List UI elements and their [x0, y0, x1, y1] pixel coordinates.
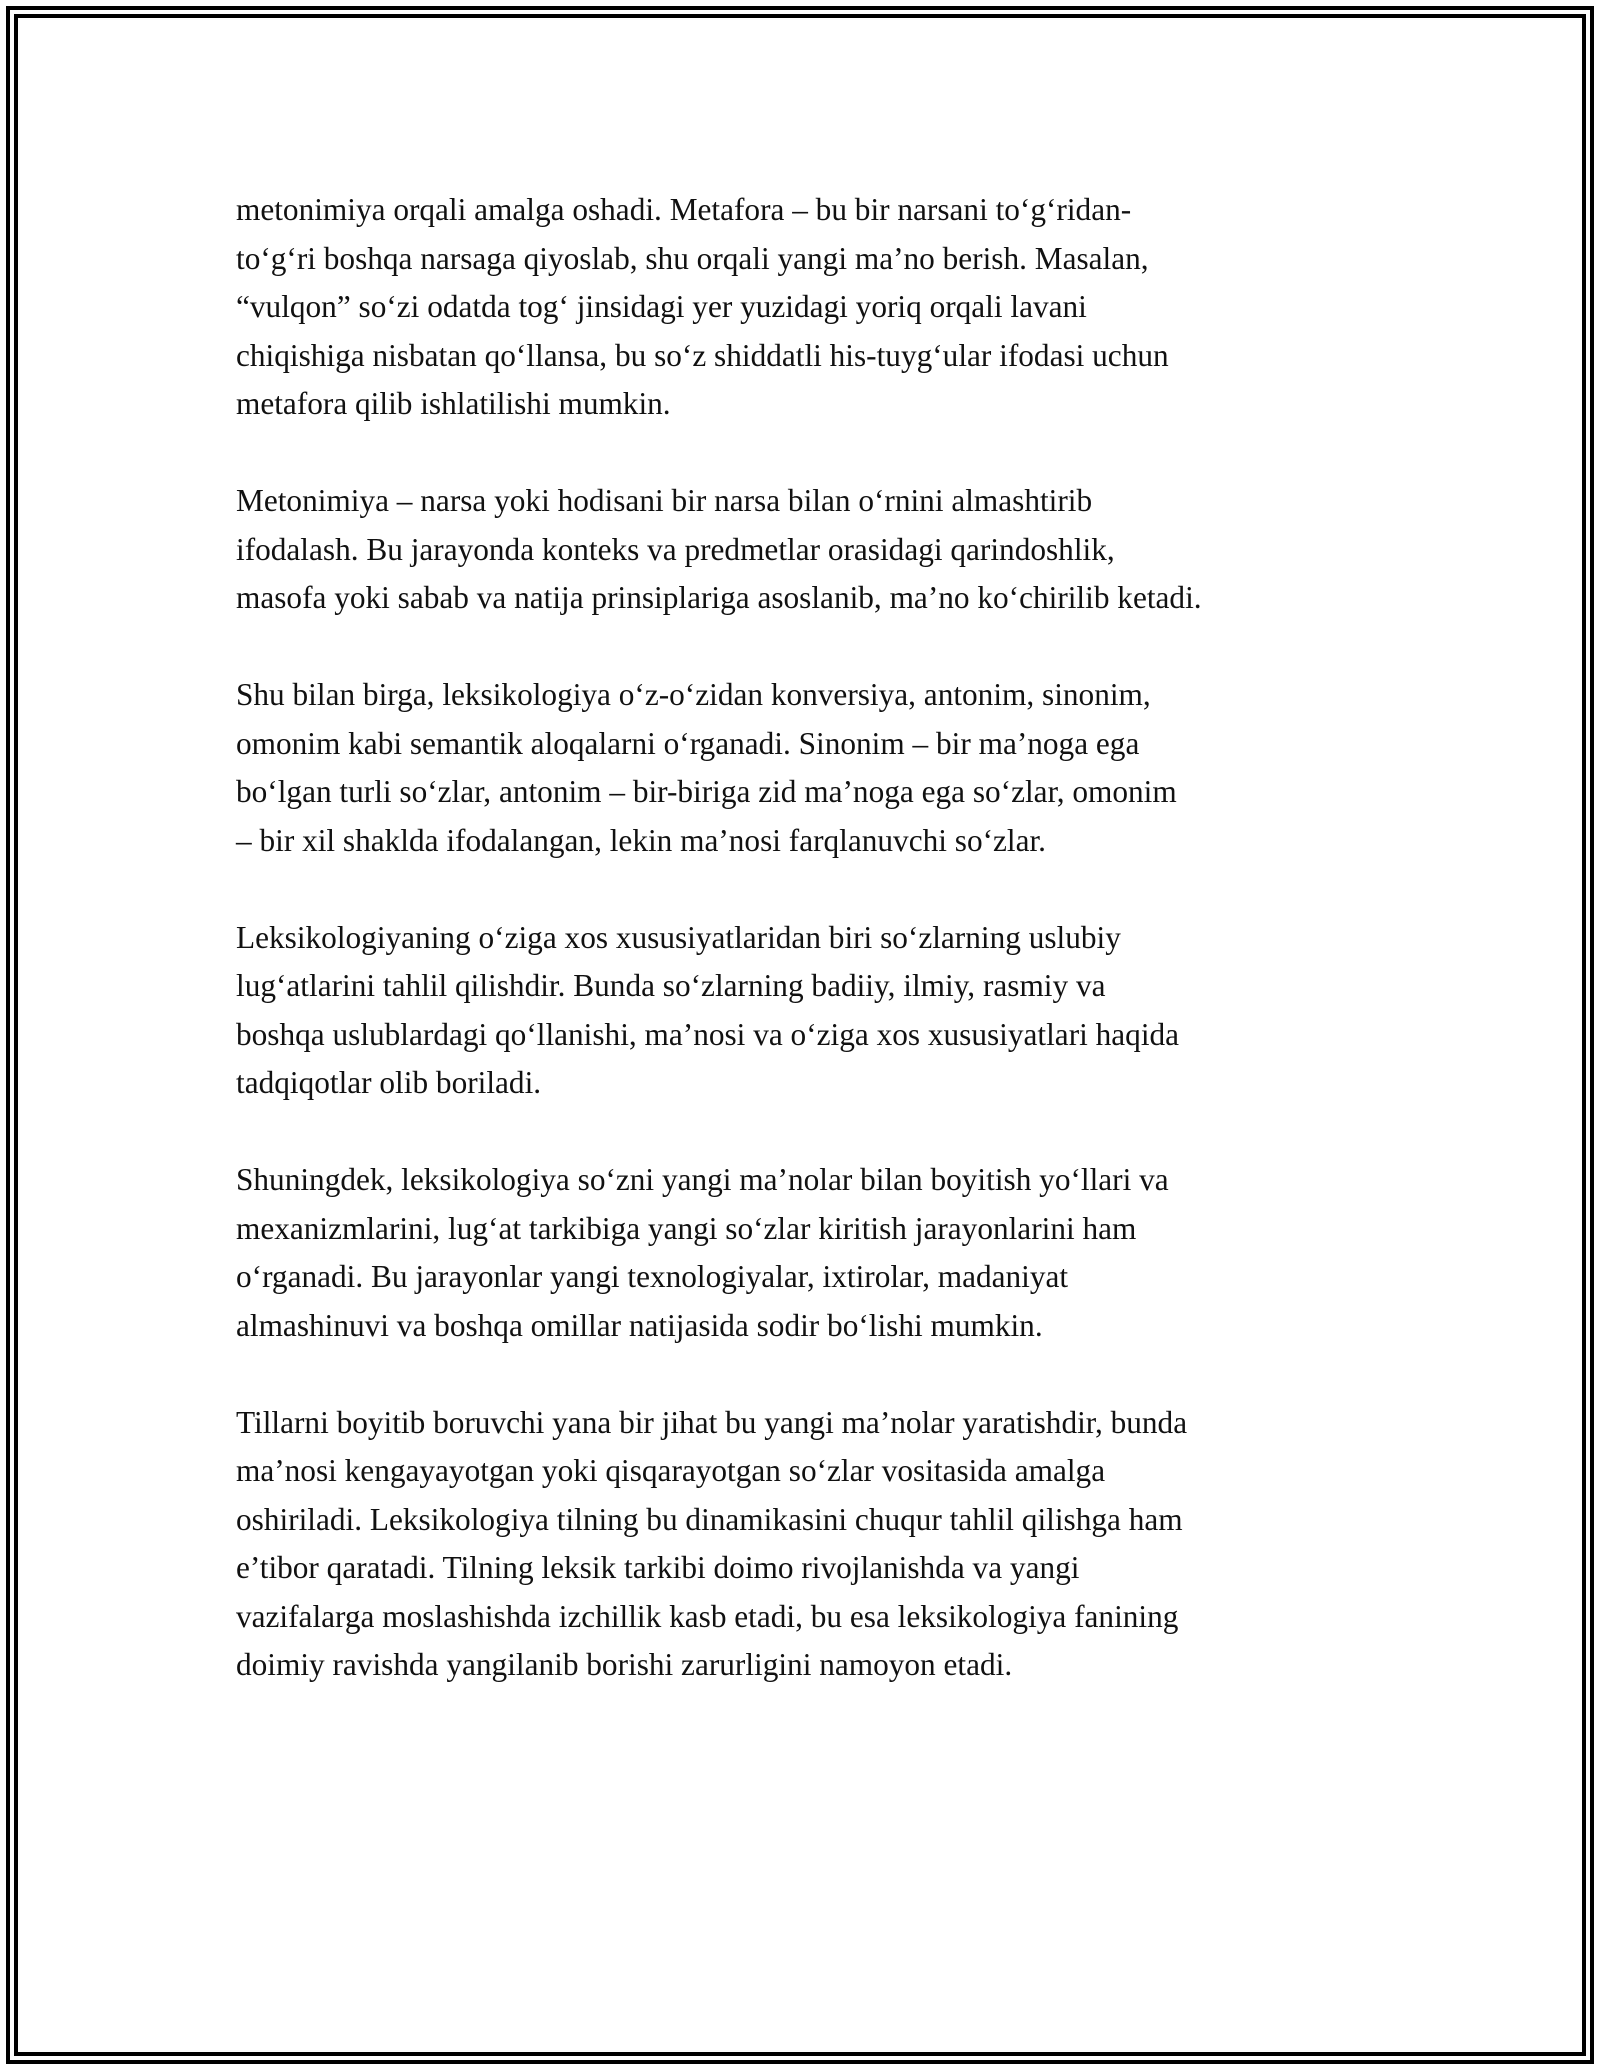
paragraph-semantik-aloqalar	[236, 671, 1386, 865]
text-line: ifodalash. Bu jarayonda konteks va predmetlar orasidagi qarindoshlik,	[236, 531, 1115, 567]
text-line: doimiy ravishda yangilanib borishi zarurligini namoyon etadi.	[236, 1647, 1013, 1682]
paragraph-metafora	[236, 186, 1386, 429]
text-line: metafora qilib ishlatilishi mumkin.	[236, 386, 671, 421]
text-line: “vulqon” so‘zi odatda tog‘ jinsidagi yer yuzidagi yoriq orqali lavani	[236, 289, 1087, 324]
text-line: Tillarni boyitib boruvchi yana bir jihat bu yangi ma’nolar yaratishdir, bunda	[236, 1404, 1188, 1440]
text-line: bo‘lgan turli so‘zlar, antonim – bir-biriga zid ma’noga ega so‘zlar, omonim	[236, 774, 1177, 809]
text-line: ma’nosi kengayayotgan yoki qisqarayotgan so‘zlar vositasida amalga	[236, 1453, 1106, 1488]
text-line: masofa yoki sabab va natija prinsiplariga asoslanib, ma’no ko‘chirilib ketadi.	[236, 580, 1202, 615]
text-line: o‘rganadi. Bu jarayonlar yangi texnologiyalar, ixtirolar, madaniyat	[236, 1259, 1069, 1294]
paragraph-uslubiy-lugatlar	[236, 914, 1386, 1108]
paragraph-yangi-manolar	[236, 1156, 1386, 1350]
text-line: Leksikologiyaning o‘ziga xos xususiyatlaridan biri so‘zlarning uslubiy	[236, 919, 1121, 955]
text-line: lug‘atlarini tahlil qilishdir. Bunda so‘zlarning badiiy, ilmiy, rasmiy va	[236, 968, 1106, 1003]
text-line: Shuningdek, leksikologiya so‘zni yangi ma’nolar bilan boyitish yo‘llari va	[236, 1162, 1169, 1197]
text-line: to‘g‘ri boshqa narsaga qiyoslab, shu orqali yangi ma’no berish. Masalan,	[236, 240, 1149, 276]
text-line: – bir xil shaklda ifodalangan, lekin ma’nosi farqlanuvchi so‘zlar.	[236, 822, 1047, 858]
text-line: vazifalarga moslashishda izchillik kasb etadi, bu esa leksikologiya fanining	[236, 1598, 1179, 1634]
text-line: Metonimiya – narsa yoki hodisani bir narsa bilan o‘rnini almashtirib	[236, 483, 1093, 518]
text-line: omonim kabi semantik aloqalarni o‘rganadi. Sinonim – bir ma’noga ega	[236, 725, 1140, 761]
text-line: tadqiqotlar olib boriladi.	[236, 1065, 542, 1100]
text-line: mexanizmlarini, lug‘at tarkibiga yangi so‘zlar kiritish jarayonlarini ham	[236, 1210, 1137, 1246]
text-line: almashinuvi va boshqa omillar natijasida sodir bo‘lishi mumkin.	[236, 1307, 1043, 1343]
text-line: oshiriladi. Leksikologiya tilning bu dinamikasini chuqur tahlil qilishga ham	[236, 1501, 1183, 1537]
paragraph-tilni-boyitish	[236, 1399, 1386, 1690]
text-line: metonimiya orqali amalga oshadi. Metafora – bu bir narsani to‘g‘ridan-	[236, 192, 1132, 227]
text-line: e’tibor qaratadi. Tilning leksik tarkibi doimo rivojlanishda va yangi	[236, 1550, 1080, 1585]
text-line: chiqishiga nisbatan qo‘llansa, bu so‘z shiddatli his-tuyg‘ular ifodasi uchun	[236, 337, 1169, 373]
text-line: Shu bilan birga, leksikologiya o‘z-o‘zidan konversiya, antonim, sinonim,	[236, 677, 1151, 712]
text-line: boshqa uslublardagi qo‘llanishi, ma’nosi va o‘ziga xos xususiyatlari haqida	[236, 1016, 1180, 1052]
paragraph-metonimiya	[236, 477, 1386, 623]
document-body	[236, 186, 1386, 1738]
